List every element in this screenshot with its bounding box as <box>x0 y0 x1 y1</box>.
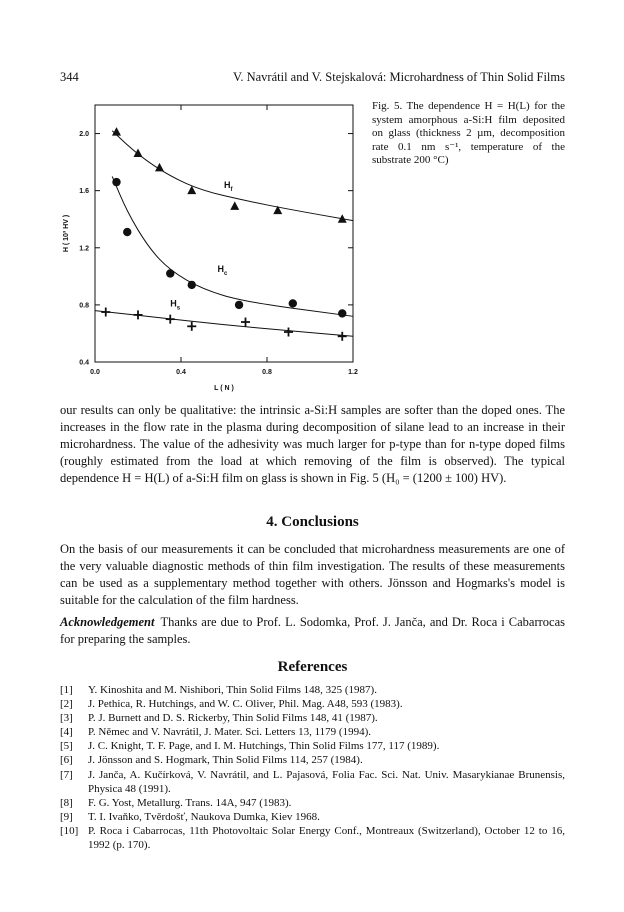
series-label-hf: $H_f$ <box>224 179 233 193</box>
reference-text: J. C. Knight, T. F. Page, and I. M. Hutchings, Thin Solid Films 177, 117 (1989). <box>88 740 440 753</box>
reference-item <box>60 739 565 753</box>
data-point-hc <box>166 269 174 277</box>
y-tick-label: 1.2 <box>79 245 89 253</box>
x-tick-label: 0.8 <box>262 369 272 376</box>
reference-item <box>60 768 565 796</box>
y-axis-label: H ( 10³ HV ) <box>63 214 70 253</box>
references-heading: References <box>277 659 348 675</box>
data-point-hs <box>101 308 110 317</box>
reference-number: [6] <box>60 754 73 767</box>
data-point-hs <box>187 322 196 331</box>
reference-item <box>60 683 565 697</box>
series-label-hc: $H_c$ <box>217 264 228 278</box>
data-point-hs <box>241 318 250 327</box>
y-tick-label: 1.6 <box>79 188 89 196</box>
data-point-hs <box>134 310 143 319</box>
x-tick-label: 1.2 <box>348 369 358 376</box>
reference-item <box>60 753 565 767</box>
data-point-hc <box>289 299 297 307</box>
reference-item <box>60 725 565 739</box>
reference-text: P. J. Burnett and D. S. Rickerby, Thin Solid Films 148, 41 (1987). <box>88 712 378 725</box>
conclusions-heading: 4. Conclusions <box>266 514 359 530</box>
reference-text: J. Janča, A. Kučírková, V. Navrátil, and L. Pajasová, Folia Fac. Sci. Nat. Univ. Masarykianae Brunensis, Physica 48 (1991). <box>88 768 565 795</box>
data-point-hs <box>166 315 175 324</box>
page-header <box>60 70 565 86</box>
acknowledgement <box>60 614 565 648</box>
y-tick-label: 0.4 <box>79 359 89 367</box>
reference-number: [4] <box>60 726 73 739</box>
series-label-hs: $H_s$ <box>170 298 181 312</box>
data-point-hc <box>188 281 196 289</box>
reference-item <box>60 711 565 725</box>
acknowledgement-title: Acknowledgement <box>60 615 155 629</box>
data-point-hc <box>235 301 243 309</box>
x-tick-label: 0.4 <box>176 369 186 376</box>
reference-number: [2] <box>60 698 73 711</box>
reference-number: [3] <box>60 712 73 725</box>
page-number: 344 <box>60 70 79 84</box>
figure-caption: Fig. 5. The dependence H = H(L) for the system amorphous a-Si:H film deposited on glass (thickness 2 µm, decomposition rate 0.1 nm s⁻¹, temperature of the substrate 200 °C) <box>372 100 565 166</box>
reference-number: [5] <box>60 740 73 753</box>
paragraph-conclusions: On the basis of our measurements it can be concluded that microhardness measurements are one of the very valuable diagnostic methods of thin film investigation. The results of these measurements can be used as a supplementary method together with others. Jönsson and Hogmarks's model is suitable for the calculation of the film hardness. <box>60 542 565 608</box>
reference-item <box>60 697 565 711</box>
reference-text: P. Roca i Cabarrocas, 11th Photovoltaic Solar Energy Conf., Montreaux (Switzerland), October 12 to 16, 1992 (p. 170). <box>88 824 565 852</box>
reference-number: [10] <box>60 824 79 837</box>
data-point-hc <box>123 228 131 236</box>
reference-number: [8] <box>60 796 73 809</box>
reference-text: Y. Kinoshita and M. Nishibori, Thin Solid Films 148, 325 (1987). <box>88 684 377 696</box>
data-point-hs <box>284 328 293 337</box>
reference-item <box>60 796 565 810</box>
reference-number: [9] <box>60 810 73 823</box>
data-point-hc <box>338 309 346 317</box>
y-tick-label: 0.8 <box>79 302 89 310</box>
data-point-hf <box>134 149 143 158</box>
reference-text: J. Jönsson and S. Hogmark, Thin Solid Films 114, 257 (1984). <box>88 754 363 767</box>
hardness-chart <box>60 100 370 400</box>
reference-item <box>60 810 565 824</box>
reference-text: T. I. Ivaňko, Tvěrdošť, Naukova Dumka, Kiev 1968. <box>88 810 320 823</box>
figure-5 <box>60 100 370 400</box>
reference-number: [7] <box>60 768 73 781</box>
acknowledgement-text: Thanks are due to Prof. L. Sodomka, Prof. J. Janča, and Dr. Roca i Cabarrocas for preparing the samples. <box>60 615 565 647</box>
running-title: V. Navrátil and V. Stejskalová: Microhardness of Thin Solid Films <box>232 70 565 84</box>
reference-text: P. Němec and V. Navrátil, J. Mater. Sci. Letters 13, 1179 (1994). <box>88 726 371 739</box>
reference-text: F. G. Yost, Metallurg. Trans. 14A, 947 (1983). <box>88 796 292 809</box>
data-point-hf <box>230 201 239 210</box>
y-tick-label: 2.0 <box>79 131 89 139</box>
x-axis-label: L ( N ) <box>214 385 234 392</box>
reference-number: [1] <box>60 684 73 696</box>
data-point-hc <box>112 178 120 186</box>
reference-item <box>60 824 565 852</box>
reference-list <box>60 683 565 852</box>
plot-frame <box>95 105 353 362</box>
x-tick-label: 0.0 <box>90 369 100 376</box>
reference-text: J. Pethica, R. Hutchings, and W. C. Oliver, Phil. Mag. A48, 593 (1983). <box>88 698 403 711</box>
paragraph-results: our results can only be qualitative: the intrinsic a-Si:H samples are softer than the doped ones. The increases in the flow rate in the plasma during decomposition of silane lead to an increase in their microhardness. The value of the adhesivity was much larger for p-type than for n-type doped films (roughly estimated from the load at which removing of the film is observed). The typical dependence H = H(L) of a-Si:H film on glass is shown in Fig. 5 (H₀ = (1200 ± 100) HV). <box>60 403 565 486</box>
data-point-hs <box>338 332 347 341</box>
